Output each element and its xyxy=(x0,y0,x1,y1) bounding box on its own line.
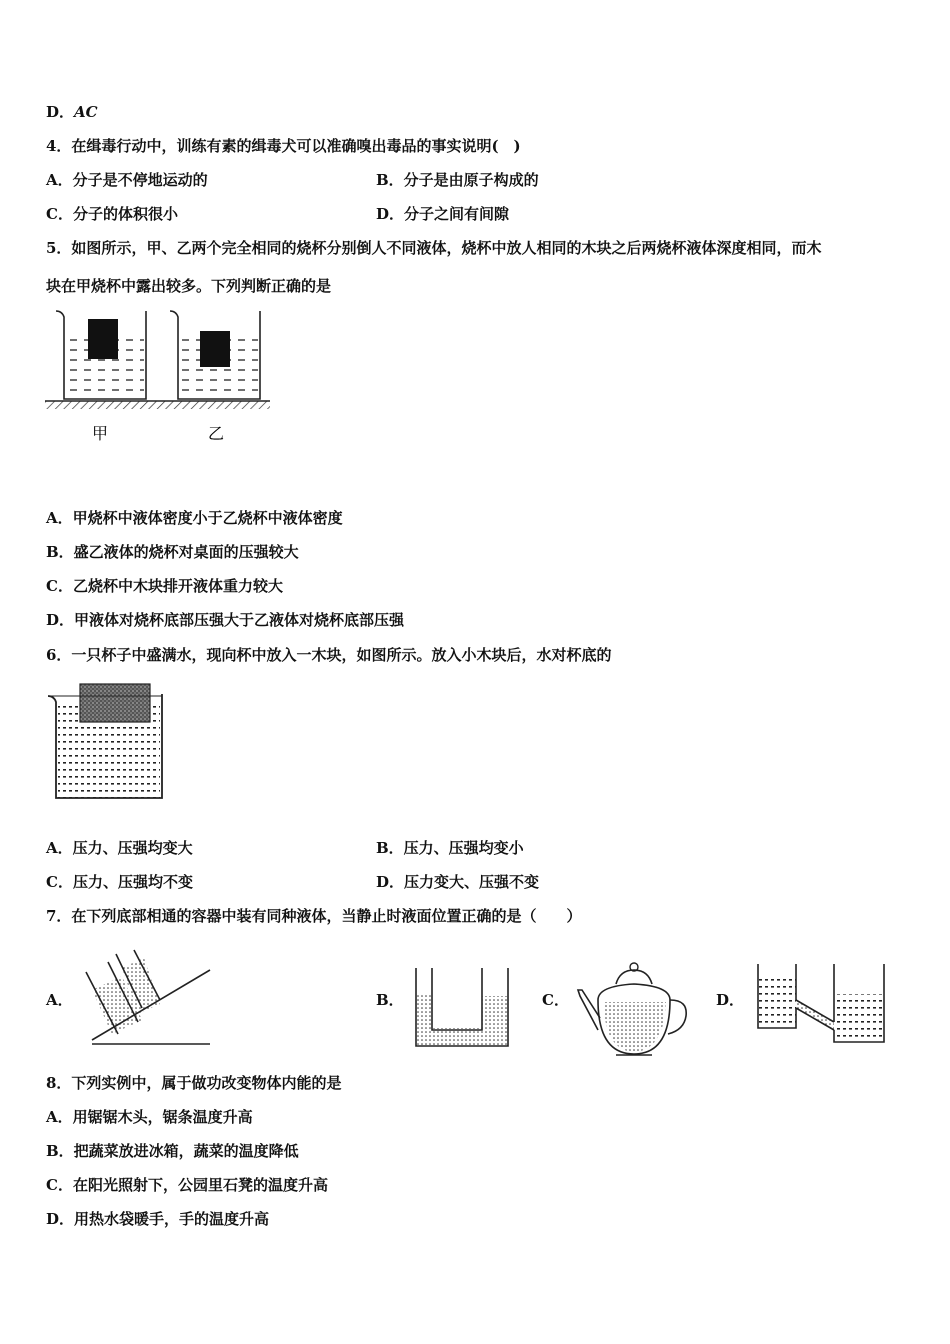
q5-option-b: B．盛乙液体的烧杯对桌面的压强较大 xyxy=(46,543,299,561)
q7-figure-b xyxy=(412,966,512,1050)
q8-option-a: A．用锯锯木头，锯条温度升高 xyxy=(46,1108,253,1126)
q5-option-c: C．乙烧杯中木块排开液体重力较大 xyxy=(46,577,283,595)
beaker-yi xyxy=(170,311,260,399)
q7-label-c: C． xyxy=(542,991,569,1009)
q7-label-d: D． xyxy=(716,991,745,1009)
q6-stem: 6．一只杯子中盛满水，现向杯中放入一木块，如图所示。放入小木块后，水对杯底的 xyxy=(46,646,612,664)
q7-label-a: A． xyxy=(46,991,73,1009)
beaker-jia xyxy=(56,311,146,399)
q8-option-c: C．在阳光照射下，公园里石凳的温度升高 xyxy=(46,1176,328,1194)
q7-label-b: B． xyxy=(376,991,404,1009)
q7-stem: 7．在下列底部相通的容器中装有同种液体，当静止时液面位置正确的是（ ） xyxy=(46,907,582,925)
label-yi: 乙 xyxy=(208,424,225,443)
q3-option-d xyxy=(46,102,98,122)
q8-option-b: B．把蔬菜放进冰箱，蔬菜的温度降低 xyxy=(46,1142,299,1160)
table-surface xyxy=(45,401,270,409)
q6-option-a: A．压力、压强均变大 xyxy=(46,839,193,857)
option-text: AC xyxy=(74,103,98,121)
q4-option-d: D．分子之间有间隙 xyxy=(376,205,510,223)
q5-option-a: A．甲烧杯中液体密度小于乙烧杯中液体密度 xyxy=(46,509,343,527)
q5-stem-line2: 块在甲烧杯中露出较多。下列判断正确的是 xyxy=(46,277,332,295)
q6-option-b: B．压力、压强均变小 xyxy=(376,839,524,857)
q4-option-c: C．分子的体积很小 xyxy=(46,205,178,223)
q7-figure-a xyxy=(82,950,214,1050)
q7-figure-c xyxy=(576,960,692,1058)
wood-block xyxy=(80,684,150,722)
q8-option-d: D．用热水袋暖手，手的温度升高 xyxy=(46,1210,270,1228)
q6-cup-figure xyxy=(44,682,174,804)
q6-option-d: D．压力变大、压强不变 xyxy=(376,873,540,891)
label-jia: 甲 xyxy=(92,424,109,443)
q7-figure-d xyxy=(752,962,890,1050)
q5-stem-line1: 5．如图所示，甲、乙两个完全相同的烧杯分别倒人不同液体，烧杯中放人相同的木块之后两烧杯液体深度相同，而木 xyxy=(46,239,822,257)
q4-option-b: B．分子是由原子构成的 xyxy=(376,171,539,189)
q8-stem: 8．下列实例中，属于做功改变物体内能的是 xyxy=(46,1074,342,1092)
option-label: D． xyxy=(46,103,75,121)
q4-option-a: A．分子是不停地运动的 xyxy=(46,171,208,189)
q4-stem: 4．在缉毒行动中，训练有素的缉毒犬可以准确嗅出毒品的事实说明( ) xyxy=(46,137,521,155)
wood-block-yi xyxy=(200,331,230,367)
q5-option-d: D．甲液体对烧杯底部压强大于乙液体对烧杯底部压强 xyxy=(46,611,405,629)
wood-block-jia xyxy=(88,319,118,359)
q6-option-c: C．压力、压强均不变 xyxy=(46,873,193,891)
q5-beaker-figure xyxy=(40,305,280,445)
